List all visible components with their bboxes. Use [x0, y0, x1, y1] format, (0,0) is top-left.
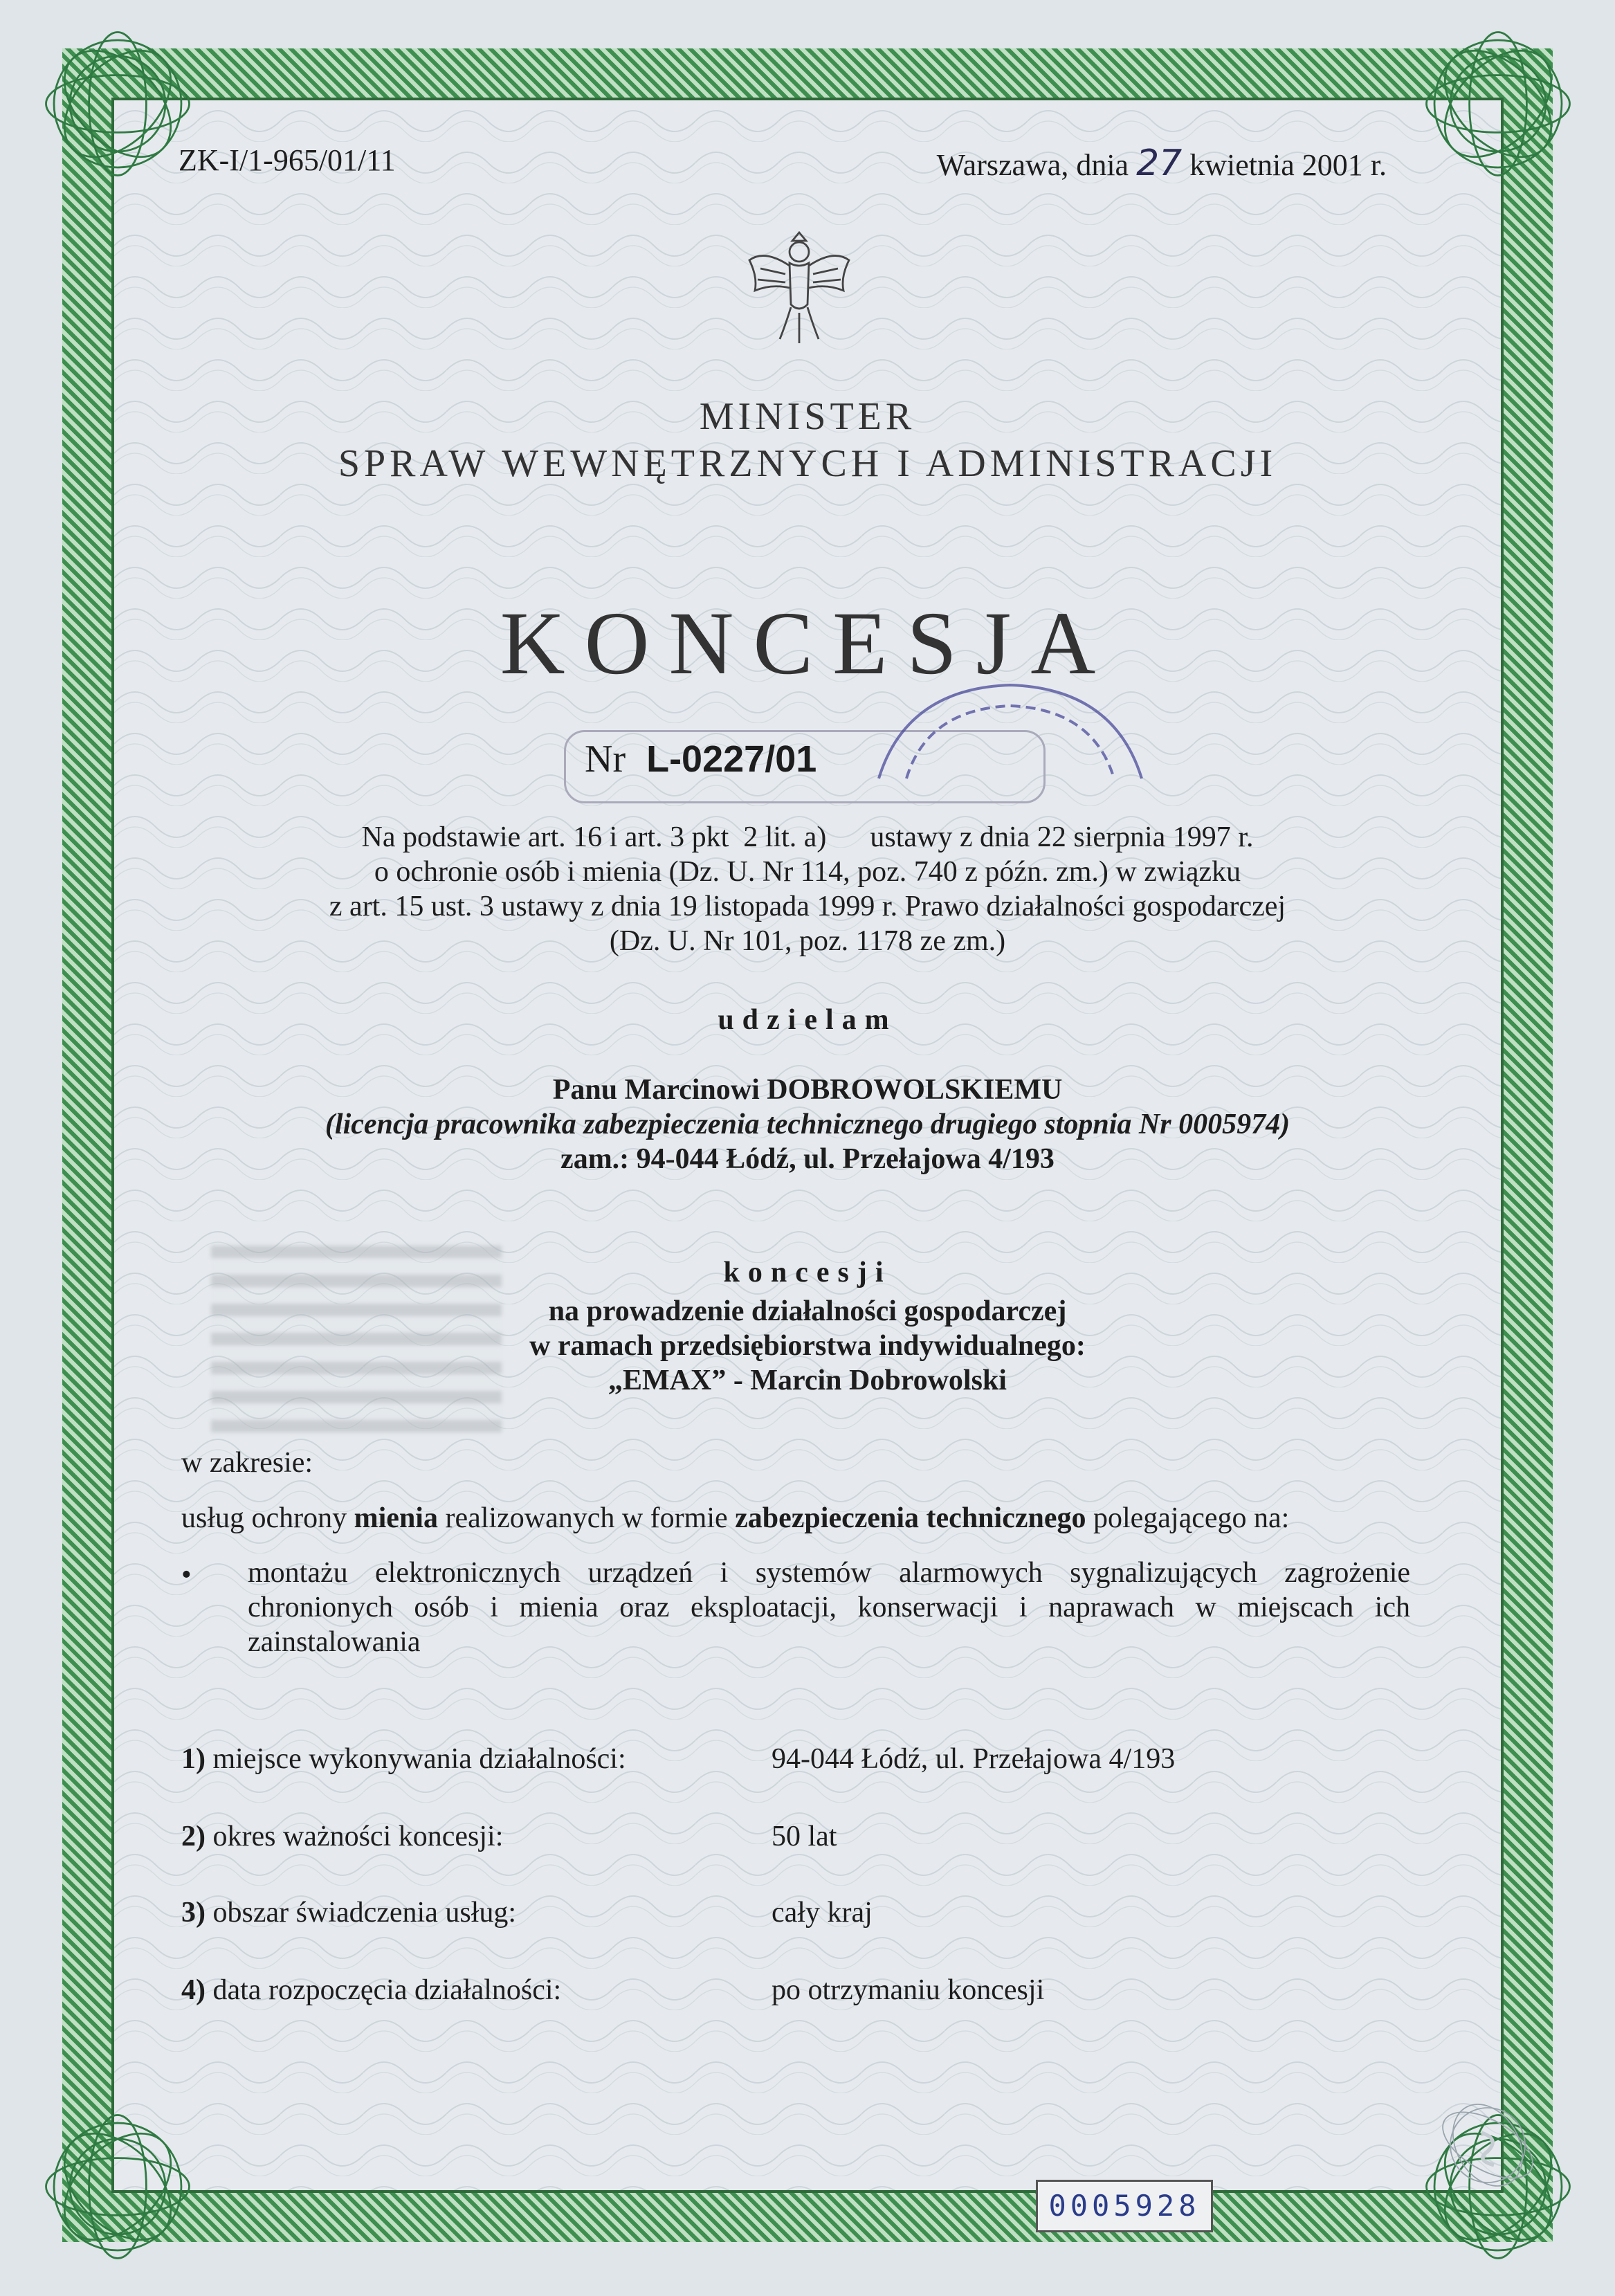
detail-label: obszar świadczenia usług: — [206, 1897, 517, 1929]
authority-ministry: SPRAW WEWNĘTRZNYCH I ADMINISTRACJI — [338, 442, 1277, 485]
scope-bold: mienia — [354, 1502, 438, 1534]
authority-title: MINISTER — [699, 395, 916, 438]
detail-value: 94-044 Łódź, ul. Przełajowa 4/193 — [772, 1743, 1176, 1775]
recipient-name: Panu Marcinowi DOBROWOLSKIEMU — [552, 1074, 1063, 1106]
scope-bold: zabezpieczenia technicznego — [735, 1502, 1086, 1534]
scope-text: usług ochrony — [181, 1502, 354, 1534]
detail-value: cały kraj — [772, 1897, 873, 1929]
recipient-licence: (licencja pracownika zabezpieczenia technicznego drugiego stopnia Nr 0005974) — [325, 1109, 1290, 1140]
detail-number: 1) — [181, 1743, 206, 1775]
recipient-address: zam.: 94-044 Łódź, ul. Przełajowa 4/193 — [560, 1143, 1055, 1175]
concession-number — [585, 737, 816, 781]
legal-basis-line: o ochronie osób i mienia (Dz. U. Nr 114, poz. 740 z późn. zm.) w związku — [374, 856, 1241, 888]
document-title: KONCESJA — [500, 594, 1115, 693]
legal-basis-line: (Dz. U. Nr 101, poz. 1178 ze zm.) — [609, 925, 1006, 957]
concession-word: koncesji — [723, 1257, 892, 1288]
detail-label: miejsce wykonywania działalności: — [206, 1743, 626, 1775]
scope-item: montażu elektronicznych urządzeń i systemów alarmowych sygnalizujących zagrożenie chronionych osób i mienia oraz eksploatacji, konserwacji i naprawach w miejscach ich zainstalowania — [248, 1557, 1410, 1658]
legal-basis — [0, 820, 1615, 958]
recipient-block — [0, 1073, 1615, 1176]
corner-rosette-icon — [38, 24, 197, 183]
scope-label: w zakresie: — [181, 1447, 313, 1479]
date-day-handwritten: 27 — [1136, 143, 1183, 184]
detail-label-1 — [181, 1742, 626, 1776]
detail-number: 4) — [181, 1974, 206, 2006]
corner-rosette-icon — [1418, 24, 1578, 183]
detail-value: po otrzymaniu koncesji — [772, 1974, 1045, 2006]
corner-rosette-icon — [38, 2107, 197, 2266]
number-label: Nr — [585, 738, 626, 781]
detail-label: data rozpoczęcia działalności: — [206, 1974, 562, 2006]
detail-label-2 — [181, 1820, 503, 1853]
date-suffix: kwietnia 2001 r. — [1189, 148, 1387, 182]
activity-line: w ramach przedsiębiorstwa indywidualnego: — [529, 1330, 1086, 1362]
date-prefix: Warszawa, dnia — [936, 148, 1129, 182]
detail-number: 2) — [181, 1821, 206, 1852]
bullet-icon: • — [181, 1559, 192, 1591]
activity-line: na prowadzenie działalności gospodarczej — [548, 1295, 1067, 1327]
legal-basis-line: z art. 15 ust. 3 ustawy z dnia 19 listopada 1999 r. Prawo działalności gospodarczej — [329, 891, 1286, 922]
activity-line: „EMAX” - Marcin Dobrowolski — [608, 1365, 1007, 1396]
detail-label-4 — [181, 1974, 561, 2007]
detail-label-3 — [181, 1896, 516, 1929]
scope-intro — [181, 1502, 1289, 1535]
serial-number: 0005928 — [1036, 2180, 1213, 2232]
detail-value: 50 lat — [772, 1821, 837, 1852]
official-stamp-icon — [865, 675, 1156, 792]
activity-block — [0, 1294, 1615, 1398]
detail-number: 3) — [181, 1897, 206, 1929]
watermark-spiral-icon — [1425, 2083, 1550, 2207]
document-reference: ZK-I/1-965/01/11 — [179, 143, 396, 177]
issue-date — [937, 143, 1387, 184]
scope-text: polegającego na: — [1086, 1502, 1290, 1534]
polish-eagle-emblem-icon — [744, 221, 855, 353]
scope-text: realizowanych w formie — [437, 1502, 736, 1534]
detail-label: okres ważności koncesji: — [206, 1821, 504, 1852]
grant-word: udzielam — [718, 1004, 897, 1036]
legal-basis-line: Na podstawie art. 16 i art. 3 pkt 2 lit. a) ustawy z dnia 22 sierpnia 1997 r. — [361, 821, 1254, 853]
number-value: L-0227/01 — [646, 738, 817, 780]
